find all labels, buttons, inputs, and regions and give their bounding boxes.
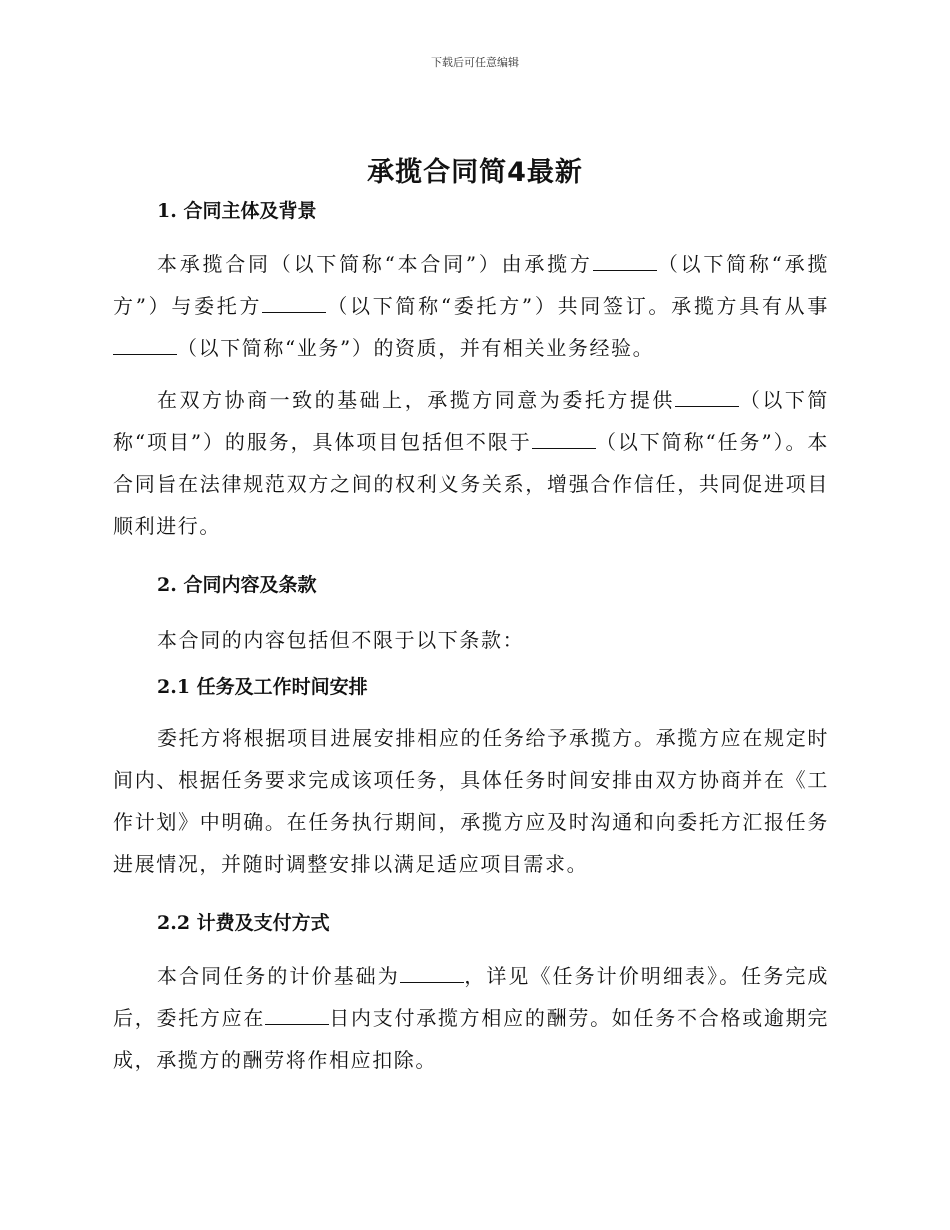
- section-1-paragraph-1: [113, 243, 829, 369]
- section-2-1-paragraph-1: 委托方将根据项目进展安排相应的任务给予承揽方。承揽方应在规定时间内、根据任务要求完成该项任务，具体任务时间安排由双方协商并在《工作计划》中明确。在任务执行期间，承揽方应及时沟通和向委托方汇报任务进展情况，并随时调整安排以满足适应项目需求。: [113, 726, 829, 876]
- fill-blank: [675, 405, 739, 407]
- fill-blank: [593, 269, 657, 271]
- section-2-1-heading: 2.1 任务及工作时间安排: [157, 676, 368, 698]
- section-2-heading: 2. 合同内容及条款: [157, 574, 317, 596]
- text-run: （以下简称“委托方”）共同签订。承揽方具有从事: [326, 294, 829, 318]
- section-1-heading: 1. 合同主体及背景: [157, 200, 317, 222]
- fill-blank: [113, 353, 177, 355]
- fill-blank: [265, 1023, 329, 1025]
- document-title: 承揽合同简4最新: [367, 157, 583, 188]
- text-run: ，详见《任务计价明细表》。任务完成后，委托方应在: [113, 964, 829, 1030]
- text-run: 日内支付承揽方相应的酬劳。如任务不合格或逾期完成，承揽方的酬劳将作相应扣除。: [113, 1006, 829, 1072]
- document-body: [113, 195, 829, 1081]
- section-2-2-heading: 2.2 计费及支付方式: [157, 912, 330, 934]
- text-run: 本承揽合同（以下简称“本合同”）由承揽方: [157, 252, 593, 276]
- fill-blank: [400, 981, 464, 983]
- section-2-paragraph-1: 本合同的内容包括但不限于以下条款：: [157, 628, 525, 652]
- text-run: （以下简称“任务”）。本合同旨在法律规范双方之间的权利义务关系，增强合作信任，共同促进项目顺利进行。: [113, 430, 829, 538]
- section-1-paragraph-2: [113, 379, 829, 547]
- text-run: 在双方协商一致的基础上，承揽方同意为委托方提供: [157, 388, 675, 412]
- text-run: 本合同任务的计价基础为: [157, 964, 400, 988]
- fill-blank: [262, 311, 326, 313]
- header-note: 下载后可任意编辑: [431, 56, 519, 69]
- text-run: （以下简称“业务”）的资质，并有相关业务经验。: [177, 336, 655, 360]
- text-run: （以下简称“项目”）的服务，具体项目包括但不限于: [113, 388, 829, 454]
- text-run: （以下简称“承揽方”）与委托方: [113, 252, 830, 318]
- fill-blank: [532, 447, 596, 449]
- section-2-2-paragraph-1: [113, 955, 829, 1081]
